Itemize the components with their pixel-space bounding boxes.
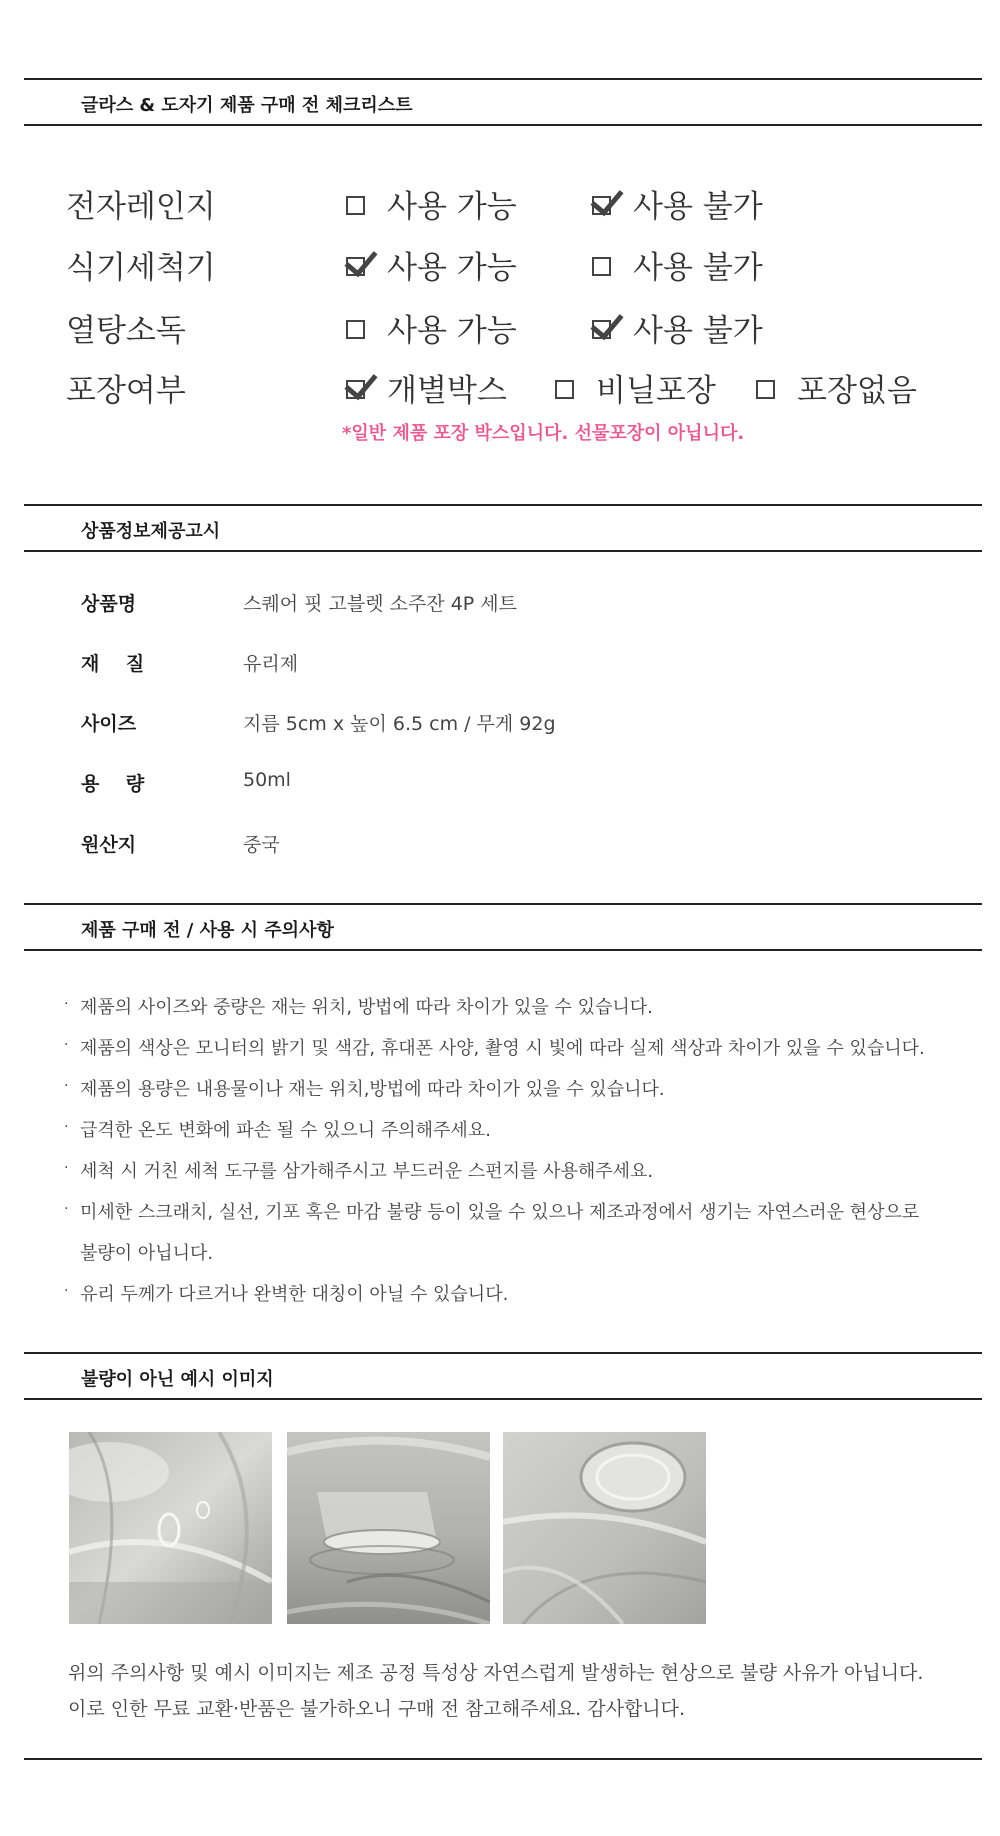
- footer-divider: [24, 1758, 982, 1760]
- bottom-note: 위의 주의사항 및 예시 이미지는 제조 공정 특성상 자연스럽게 발생하는 현상으로 불량 사유가 아닙니다.: [68, 1662, 924, 1684]
- bullet-icon: ·: [64, 1037, 69, 1053]
- checklist-option: [756, 365, 917, 410]
- checkbox-icon: [756, 380, 775, 399]
- option-label: 사용 가능: [387, 189, 517, 225]
- info-title: 상품정보제공고시: [81, 521, 221, 542]
- option-label: 포장없음: [797, 373, 917, 409]
- info-value: 유리제: [243, 653, 299, 675]
- info-value: 지름 5cm x 높이 6.5 cm / 무게 92g: [243, 713, 556, 735]
- option-label: 개별박스: [387, 373, 507, 409]
- bullet-icon: ·: [64, 1283, 69, 1299]
- info-key: 재 질: [81, 653, 145, 675]
- checklist-option: [346, 365, 507, 410]
- checklist-label: 포장여부: [66, 373, 186, 409]
- bullet-icon: ·: [64, 1160, 69, 1176]
- info-section-header: [24, 504, 982, 552]
- info-row: [81, 649, 961, 679]
- checklist-row-dishwasher: [66, 242, 966, 292]
- checklist-row-packaging: [66, 365, 966, 415]
- bullet-icon: ·: [64, 1078, 69, 1094]
- checkbox-icon: [592, 257, 611, 276]
- checklist-option: [592, 305, 763, 350]
- checkbox-icon: [555, 380, 574, 399]
- checklist-option: [555, 365, 716, 410]
- checkbox-icon: [346, 320, 365, 339]
- checklist-option: [592, 242, 763, 287]
- bullet-icon: ·: [64, 996, 69, 1012]
- caution-item: 제품의 색상은 모니터의 밝기 및 색감, 휴대폰 사양, 촬영 시 빛에 따라 실제 색상과 차이가 있을 수 있습니다.: [80, 1038, 925, 1059]
- checklist-label: 전자레인지: [66, 189, 216, 225]
- checkbox-checked-icon: [592, 320, 611, 339]
- info-row: [81, 589, 961, 619]
- example-photo-bubbles: [69, 1432, 272, 1624]
- checklist-row-boiling: [66, 305, 966, 355]
- info-value: 스퀘어 핏 고블렛 소주잔 4P 세트: [243, 593, 517, 615]
- info-row: [81, 769, 961, 799]
- checklist-title: 글라스 & 도자기 제품 구매 전 체크리스트: [81, 95, 413, 116]
- checklist-label: 열탕소독: [66, 313, 186, 349]
- checklist-row-microwave: [66, 181, 966, 231]
- caution-item: 세척 시 거친 세척 도구를 삼가해주시고 부드러운 스펀지를 사용해주세요.: [80, 1161, 654, 1182]
- bullet-icon: ·: [64, 1119, 69, 1135]
- example-title: 불량이 아닌 예시 이미지: [81, 1369, 274, 1390]
- info-value: 50ml: [243, 769, 291, 791]
- caution-title: 제품 구매 전 / 사용 시 주의사항: [81, 920, 334, 941]
- option-label: 사용 불가: [633, 189, 763, 225]
- info-key: 용 량: [81, 773, 145, 795]
- checklist-option: [346, 181, 517, 226]
- option-label: 사용 불가: [633, 250, 763, 286]
- example-section-header: [24, 1352, 982, 1400]
- caution-item-continued: 불량이 아닙니다.: [80, 1243, 214, 1264]
- checklist-option: [346, 305, 517, 350]
- example-photo-rim: [503, 1432, 706, 1624]
- checklist-section-header: [24, 78, 982, 126]
- info-value: 중국: [243, 834, 280, 856]
- caution-section-header: [24, 903, 982, 951]
- packaging-note: *일반 제품 포장 박스입니다. 선물포장이 아닙니다.: [342, 423, 745, 444]
- info-key: 원산지: [81, 834, 137, 856]
- bullet-icon: ·: [64, 1201, 69, 1217]
- caution-item: 제품의 용량은 내용물이나 재는 위치,방법에 따라 차이가 있을 수 있습니다.: [80, 1079, 665, 1100]
- info-row: [81, 709, 961, 739]
- bottom-note: 이로 인한 무료 교환·반품은 불가하오니 구매 전 참고해주세요. 감사합니다.: [68, 1698, 686, 1720]
- checkbox-checked-icon: [346, 380, 365, 399]
- checkbox-checked-icon: [346, 257, 365, 276]
- info-key: 사이즈: [81, 713, 137, 735]
- option-label: 사용 불가: [633, 313, 763, 349]
- checklist-option: [592, 181, 763, 226]
- info-key: 상품명: [81, 593, 137, 615]
- option-label: 비닐포장: [596, 373, 716, 409]
- caution-item: 유리 두께가 다르거나 완벽한 대칭이 아닐 수 있습니다.: [80, 1284, 509, 1305]
- caution-item: 미세한 스크래치, 실선, 기포 혹은 마감 불량 등이 있을 수 있으나 제조과정에서 생기는 자연스러운 현상으로: [80, 1202, 920, 1223]
- caution-item: 제품의 사이즈와 중량은 재는 위치, 방법에 따라 차이가 있을 수 있습니다.: [80, 997, 653, 1018]
- option-label: 사용 가능: [387, 313, 517, 349]
- info-row: [81, 830, 961, 860]
- checklist-label: 식기세척기: [66, 250, 216, 286]
- caution-item: 급격한 온도 변화에 파손 될 수 있으니 주의해주세요.: [80, 1120, 491, 1141]
- option-label: 사용 가능: [387, 250, 517, 286]
- checkbox-icon: [346, 196, 365, 215]
- checklist-option: [346, 242, 517, 287]
- example-photo-base: [287, 1432, 490, 1624]
- checkbox-checked-icon: [592, 196, 611, 215]
